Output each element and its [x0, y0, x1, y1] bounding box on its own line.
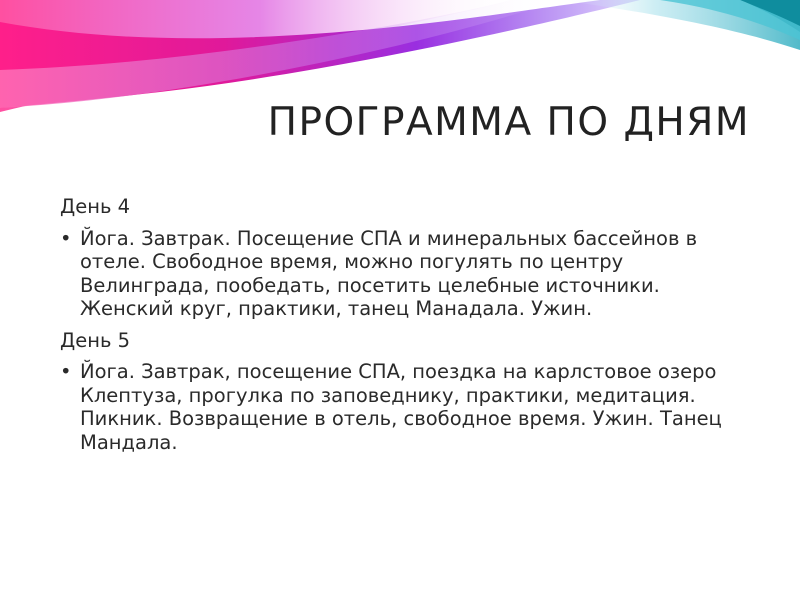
- day-description: Йога. Завтрак. Посещение СПА и минеральных бассейнов в отеле. Свободное время, можно погулять по центру Велинграда, пообедать, посетить целебные источники. Женский круг, практики, танец Манадала. Ужин.: [80, 226, 698, 320]
- list-item: [60, 227, 750, 321]
- day-block-4: [60, 195, 750, 321]
- day-description: Йога. Завтрак, посещение СПА, поездка на карлстовое озеро Клептуза, прогулка по заповеднику, практики, медитация. Пикник. Возвращение в отель, свободное время. Ужин. Танец Мандала.: [80, 360, 722, 454]
- bullet-icon: •: [60, 360, 72, 383]
- day-program-list: [60, 195, 750, 454]
- day-heading: День 5: [60, 328, 131, 352]
- day-heading: День 4: [60, 195, 131, 218]
- page-title: ПРОГРАММА ПО ДНЯМ: [267, 100, 750, 145]
- list-item: [60, 360, 750, 454]
- bullet-icon: •: [60, 226, 72, 250]
- day-block-5: [60, 329, 750, 455]
